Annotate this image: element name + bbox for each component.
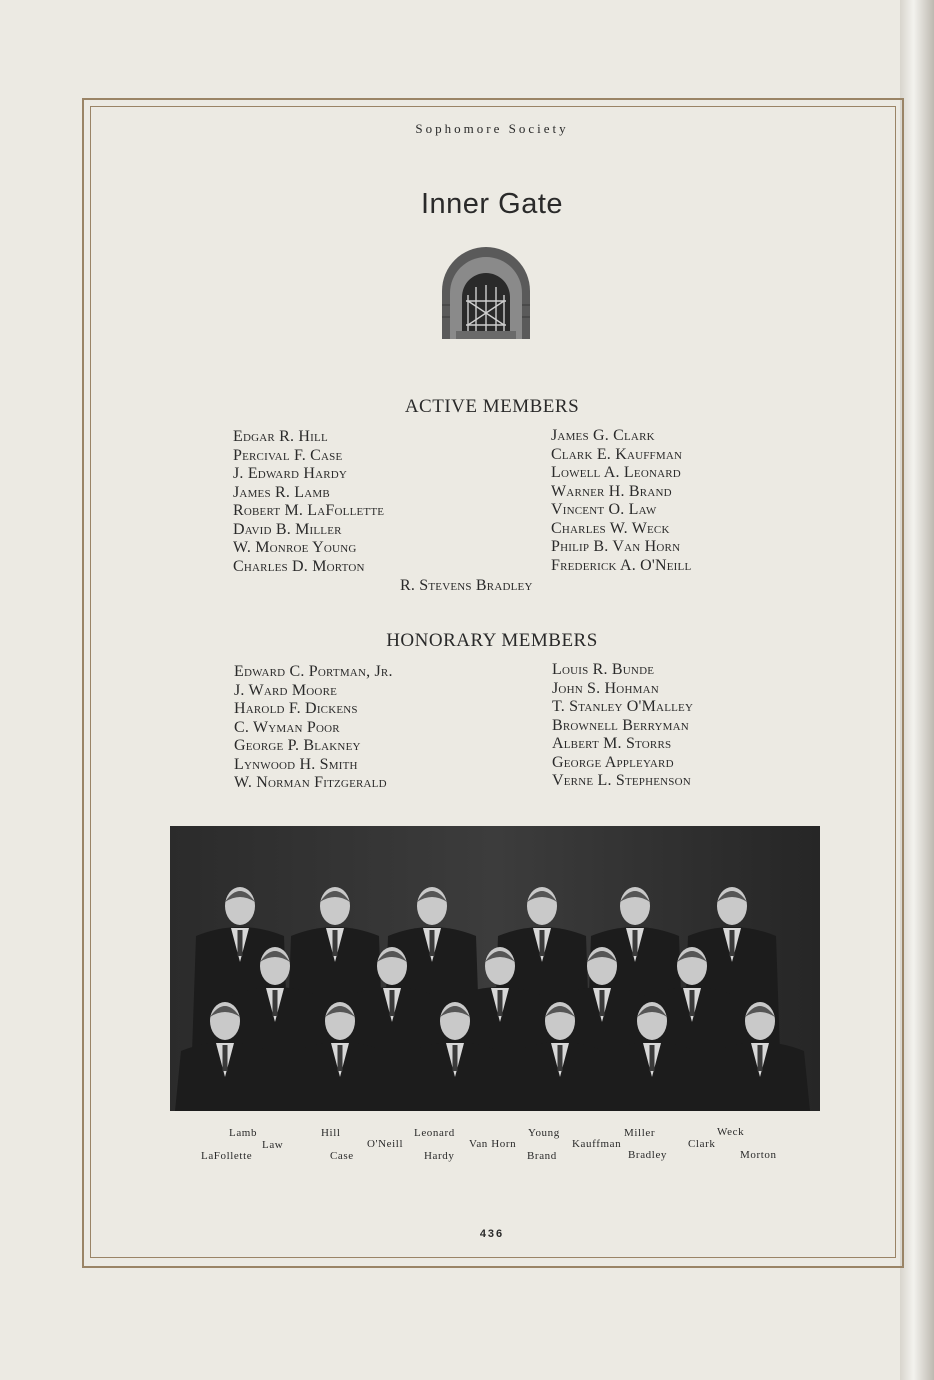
honorary-member: C. Wyman Poor [234, 718, 340, 736]
gate-emblem-icon [436, 245, 536, 345]
active-members-left-column [233, 428, 384, 576]
honorary-member: T. Stanley O'Malley [552, 698, 694, 715]
caption-brand: Brand [527, 1150, 557, 1162]
active-member: James G. Clark [551, 427, 655, 444]
honorary-member: Edward C. Portman, Jr. [234, 663, 393, 680]
active-member: Vincent O. Law [551, 501, 657, 518]
figure-tie [690, 990, 695, 1016]
page-number: 436 [479, 1228, 505, 1240]
figure-tie [498, 990, 503, 1016]
figure-tie [338, 1045, 343, 1071]
honorary-members-left-column [234, 663, 393, 793]
caption-lafollette: LaFollette [201, 1150, 253, 1162]
group-photograph [170, 826, 820, 1111]
active-member: Warner H. Brand [551, 482, 672, 500]
honorary-member: Albert M. Storrs [552, 735, 672, 752]
caption-oneill: O'Neill [367, 1138, 404, 1150]
active-member: Robert M. LaFollette [233, 502, 385, 519]
active-member: David B. Miller [233, 520, 342, 538]
figure-tie [650, 1045, 655, 1071]
figure-tie [633, 930, 638, 956]
active-member: W. Monroe Young [233, 539, 357, 556]
figure-tie [758, 1045, 763, 1071]
honorary-member: Lynwood H. Smith [234, 755, 358, 773]
honorary-member: George Appleyard [552, 753, 674, 771]
figure-tie [730, 930, 735, 956]
honorary-member: Brownell Berryman [552, 716, 689, 734]
active-members-heading: ACTIVE MEMBERS [404, 396, 580, 417]
running-head: Sophomore Society [415, 121, 569, 136]
active-member: Philip B. Van Horn [551, 538, 681, 555]
active-member: Frederick A. O'Neill [551, 556, 692, 574]
active-member: J. Edward Hardy [233, 465, 348, 482]
figure-tie [273, 990, 278, 1016]
active-member: Charles D. Morton [233, 557, 365, 575]
honorary-member: Harold F. Dickens [234, 700, 358, 717]
caption-weck: Weck [717, 1126, 745, 1138]
honorary-member: W. Norman Fitzgerald [234, 774, 387, 791]
honorary-member: George P. Blakney [234, 737, 361, 754]
page-title: Inner Gate [420, 188, 564, 220]
honorary-member: Verne L. Stephenson [552, 772, 691, 789]
caption-morton: Morton [740, 1149, 777, 1161]
caption-bradley: Bradley [628, 1149, 668, 1161]
figure-tie [223, 1045, 228, 1071]
figure-tie [390, 990, 395, 1016]
active-member: Charles W. Weck [551, 519, 670, 537]
caption-lamb: Lamb [229, 1127, 258, 1139]
active-member-centered: R. Stevens Bradley [400, 577, 533, 594]
honorary-member: John S. Hohman [552, 679, 659, 697]
figure-tie [430, 930, 435, 956]
caption-young: Young [528, 1127, 560, 1139]
caption-leonard: Leonard [414, 1127, 455, 1139]
active-member: Percival F. Case [233, 446, 343, 464]
honorary-member: Louis R. Bunde [552, 661, 655, 678]
figure-tie [453, 1045, 458, 1071]
caption-hardy: Hardy [424, 1150, 455, 1162]
active-member: Lowell A. Leonard [551, 464, 681, 481]
caption-case: Case [330, 1150, 354, 1162]
honorary-members-heading: HONORARY MEMBERS [386, 630, 598, 651]
caption-clark: Clark [688, 1138, 716, 1150]
caption-law: Law [262, 1139, 284, 1151]
caption-hill: Hill [321, 1127, 341, 1139]
caption-vanhorn: Van Horn [469, 1138, 517, 1150]
figure-tie [238, 930, 243, 956]
figure-tie [600, 990, 605, 1016]
caption-kauffman: Kauffman [572, 1138, 622, 1150]
active-member: Clark E. Kauffman [551, 445, 683, 463]
figure-tie [540, 930, 545, 956]
active-member: Edgar R. Hill [233, 428, 328, 445]
active-member: James R. Lamb [233, 483, 330, 501]
caption-miller: Miller [624, 1127, 656, 1139]
active-members-right-column [551, 427, 691, 575]
honorary-member: J. Ward Moore [234, 681, 338, 699]
honorary-members-right-column [552, 661, 693, 791]
figure-tie [558, 1045, 563, 1071]
figure-tie [333, 930, 338, 956]
